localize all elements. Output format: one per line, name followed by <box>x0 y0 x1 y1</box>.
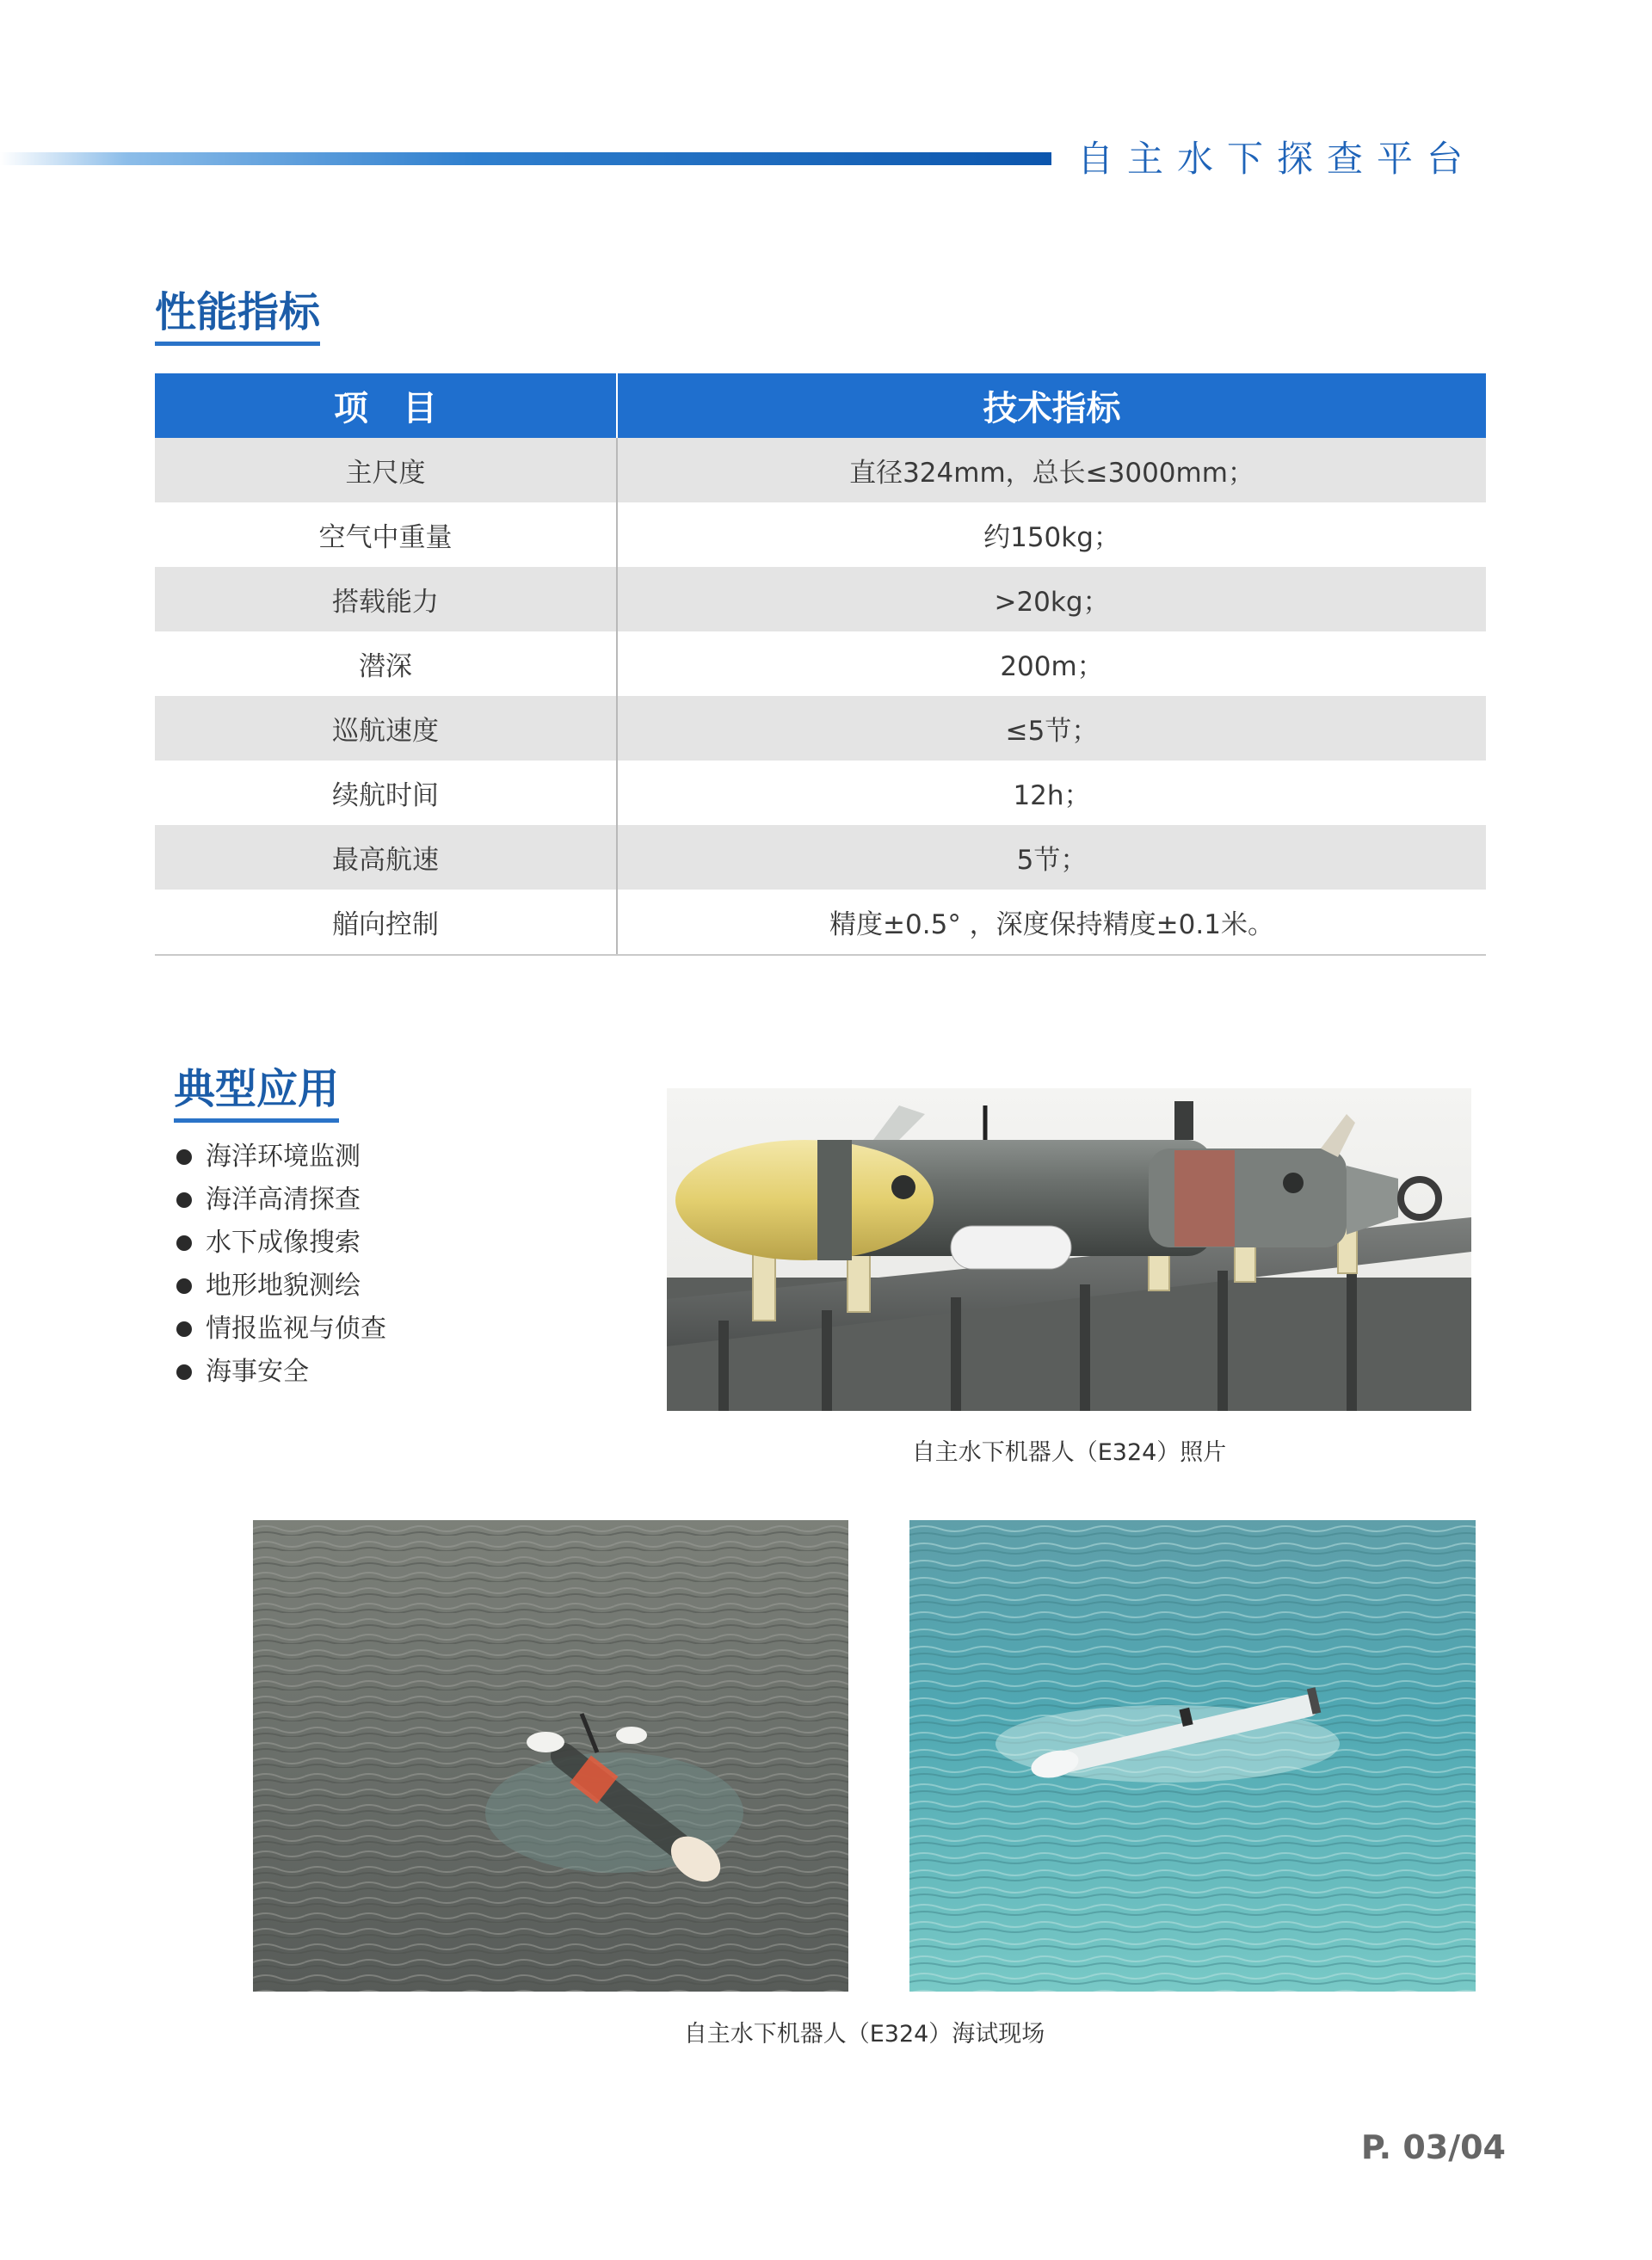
page-number: P. 03/04 <box>1360 2128 1506 2166</box>
list-item <box>176 1136 386 1179</box>
applications-list <box>176 1136 386 1394</box>
list-item <box>176 1222 386 1265</box>
bullet-icon <box>176 1278 192 1294</box>
sea-photos-caption: 自主水下机器人（E324）海试现场 <box>683 2021 1045 2048</box>
list-item-label: 情报监视与侦查 <box>206 1314 386 1344</box>
table-row <box>155 502 1486 567</box>
list-item-label: 海洋环境监测 <box>206 1142 361 1172</box>
table-header-row <box>155 373 1486 438</box>
performance-table <box>155 373 1486 956</box>
table-row <box>155 890 1486 955</box>
list-item-label: 海事安全 <box>206 1357 309 1387</box>
list-item-label: 水下成像搜索 <box>206 1228 361 1258</box>
row-item: 主尺度 <box>155 438 617 502</box>
performance-section-title: 性能指标 <box>155 288 320 346</box>
table-row <box>155 696 1486 761</box>
lab-photo-caption: 自主水下机器人（E324）照片 <box>911 1439 1227 1466</box>
row-item: 搭载能力 <box>155 567 617 631</box>
bullet-icon <box>176 1364 192 1380</box>
header-gradient-bar <box>0 152 1051 165</box>
list-item-label: 地形地貌测绘 <box>206 1271 361 1301</box>
sea-trial-photo-left <box>253 1520 848 1992</box>
list-item <box>176 1179 386 1222</box>
row-spec: 约150kg； <box>617 502 1486 567</box>
row-spec: 5节； <box>617 825 1486 890</box>
table-row <box>155 761 1486 825</box>
table-row <box>155 438 1486 502</box>
row-item: 续航时间 <box>155 761 617 825</box>
table-row <box>155 825 1486 890</box>
table-row <box>155 567 1486 631</box>
row-item: 艏向控制 <box>155 890 617 955</box>
row-item: 潜深 <box>155 631 617 696</box>
bullet-icon <box>176 1235 192 1251</box>
row-item: 巡航速度 <box>155 696 617 761</box>
list-item <box>176 1265 386 1308</box>
row-spec: 12h； <box>617 761 1486 825</box>
applications-section-title: 典型应用 <box>174 1065 339 1123</box>
table-row <box>155 631 1486 696</box>
list-item <box>176 1351 386 1394</box>
sea-trial-photo-right <box>909 1520 1476 1992</box>
row-item: 空气中重量 <box>155 502 617 567</box>
row-spec: 直径324mm，总长≤3000mm； <box>617 438 1486 502</box>
column-header-spec: 技术指标 <box>617 373 1486 438</box>
header-title: 自主水下探查平台 <box>1077 138 1477 180</box>
bullet-icon <box>176 1192 192 1208</box>
bullet-icon <box>176 1321 192 1337</box>
row-spec: ≤5节； <box>617 696 1486 761</box>
row-item: 最高航速 <box>155 825 617 890</box>
bullet-icon <box>176 1149 192 1165</box>
row-spec: >20kg； <box>617 567 1486 631</box>
row-spec: 精度±0.5° ，深度保持精度±0.1米。 <box>617 890 1486 955</box>
row-spec: 200m； <box>617 631 1486 696</box>
auv-lab-photo <box>667 1088 1471 1411</box>
list-item-label: 海洋高清探查 <box>206 1185 361 1215</box>
column-header-item: 项目 <box>155 373 617 438</box>
list-item <box>176 1308 386 1351</box>
